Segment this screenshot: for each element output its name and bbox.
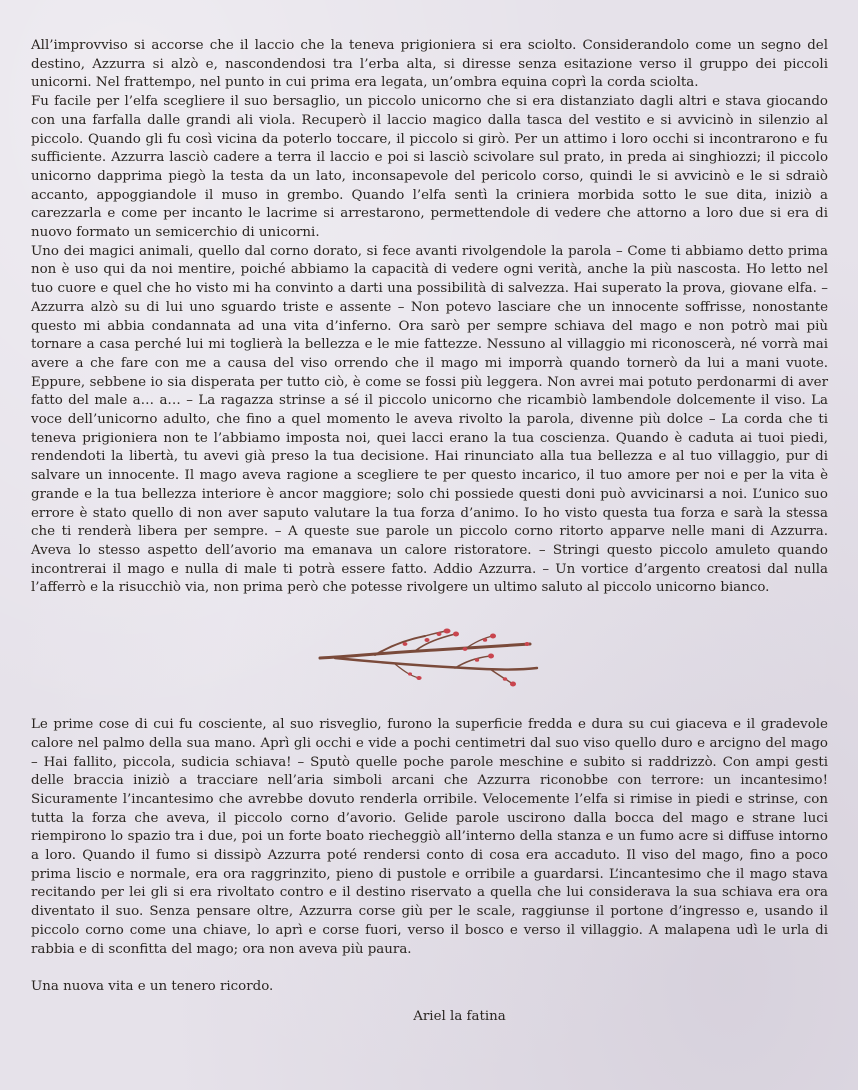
paragraph-1: All’improvviso si accorse che il laccio che la teneva prigioniera si era sciolto. Considerandolo come un segno del destino, Azzurra si alzò e, nascondendosi tra l’erba alta, si diresse senza esitazione verso il gruppo dei piccoli unicorni. Nel frattempo, nel punto in cui prima era legata, un’ombra equina coprì la corda sciolta.	[31, 38, 828, 91]
blossom-branch-icon	[315, 622, 545, 692]
paragraph-2: Fu facile per l’elfa scegliere il suo bersaglio, un piccolo unicorno che si era distanziato dagli altri e stava giocando con una farfalla dalle grandi ali viola. Recuperò il laccio magico dalla tasca del vestito e si avvicinò in silenzio al piccolo. Quando gli fu così vicina da poterlo toccare, il piccolo si girò. Per un attimo i loro occhi si incontrarono e fu sufficiente. Azzurra lasciò cadere a terra il laccio e poi si lasciò scivolare sul prato, in preda ai singhiozzi; il piccolo unicorno dapprima piegò la testa da un lato, inconsapevole del pericolo corso, quindi le si avvicinò e le si sdraiò accanto, appoggiandole il muso in grembo. Quando l’elfa sentì la criniera morbida sotto le sue dita, iniziò a carezzarla e come per incanto le lacrime si arrestarono, permettendole di vedere che attorno a loro due si era di nuovo formato un semicerchio di unicorni.	[31, 94, 828, 241]
closing-line: Una nuova vita e un tenero ricordo.	[31, 978, 274, 994]
author-signature: Ariel la fatina	[413, 1008, 506, 1024]
story-part-one	[31, 37, 828, 598]
paragraph-4: Le prime cose di cui fu cosciente, al suo risveglio, furono la superficie fredda e dura su cui giaceva e il gradevole calore nel palmo della sua mano. Aprì gli occhi e vide a pochi centimetri dal suo viso quello duro e arcigno del mago – Hai fallito, piccola, sudicia schiava! – Sputò quelle poche parole meschine e subito si raddrizzò. Con ampi gesti delle braccia iniziò a tracciare nell’aria simboli arcani che Azzurra riconobbe con terrore: un incantesimo! Sicuramente l’incantesimo che avrebbe dovuto renderla orribile. Velocemente l’elfa si rimise in piedi e strinse, con tutta la forza che aveva, il piccolo corno d’avorio. Gelide parole uscirono dalla bocca del mago e strane luci riempirono lo spazio tra i due, poi un forte boato riecheggiò all’interno della stanza e un fumo acre si diffuse intorno a loro. Quando il fumo si dissipò Azzurra poté rendersi conto di cosa era accaduto. Il viso del mago, fino a poco prima liscio e normale, era ora raggrinzito, pieno di pustole e orribile a guardarsi. L’incantesimo che il mago stava recitando per lei gli si era rivoltato contro e il destino riservato a quella che lui considerava la sua schiava era ora diventato il suo. Senza pensare oltre, Azzurra corse giù per le scale, raggiunse il portone d’ingresso e, usando il piccolo corno come una chiave, lo aprì e corse fuori, verso il bosco e verso il villaggio. A malapena udì le urla di rabbia e di sconfitta del mago; ora non aveva più paura.	[31, 717, 828, 957]
section-divider	[31, 598, 828, 716]
story-part-two	[31, 716, 828, 997]
paragraph-3: Uno dei magici animali, quello dal corno dorato, si fece avanti rivolgendole la parola – Come ti abbiamo detto prima non è uso qui da noi mentire, poiché abbiamo la capacità di vedere ogni verità, anche la più nascosta. Ho letto nel tuo cuore e quel che ho visto mi ha convinto a darti una possibilità di salvezza. Hai superato la prova, giovane elfa. – Azzurra alzò su di lui uno sguardo triste e assente – Non potevo lasciare che un innocente soffrisse, nonostante questo mi abbia condannata ad una vita d’inferno. Ora sarò per sempre schiava del mago e non potrò mai più tornare a casa perché lui mi toglierà la bellezza e le mie fattezze. Nessuno al villaggio mi riconoscerà, né vorrà mai avere a che fare con me a causa del viso orrendo che il mago mi imporrà quando tornerò da lui a mani vuote. Eppure, sebbene io sia disperata per tutto ciò, è come se fossi più leggera. Non avrei mai potuto perdonarmi di aver fatto del male a… a… – La ragazza strinse a sé il piccolo unicorno che ricambiò lambendole dolcemente il viso. La voce dell’unicorno adulto, che fino a quel momento le aveva rivolto la parola, divenne più dolce – La corda che ti teneva prigioniera non te l’abbiamo imposta noi, quei lacci erano la tua coscienza. Quando è caduta ai tuoi piedi, rendendoti la libertà, tu avevi già preso la tua decisione. Hai rinunciato alla tua bellezza e al tuo villaggio, pur di salvare un innocente. Il mago aveva ragione a scegliere te per questo incarico, il tuo amore per noi e per la vita è grande e la tua bellezza interiore è ancor maggiore; solo chi possiede questi doni può avvicinarsi a noi. L’unico suo errore è stato quello di non aver saputo valutare la tua forza d’animo. Io ho visto questa tua forza e sarà la stessa che ti renderà libera per sempre. – A queste sue parole un piccolo corno ritorto apparve nelle mani di Azzurra. Aveva lo stesso aspetto dell’avorio ma emanava un calore ristoratore. – Stringi questo piccolo amuleto quando incontrerai il mago e nulla di male ti potrà essere fatto. Addio Azzurra. – Un vortice d’argento creatosi dal nulla l’afferrò e la risucchiò via, non prima però che potesse rivolgere un ultimo saluto al piccolo unicorno bianco.	[31, 243, 828, 596]
